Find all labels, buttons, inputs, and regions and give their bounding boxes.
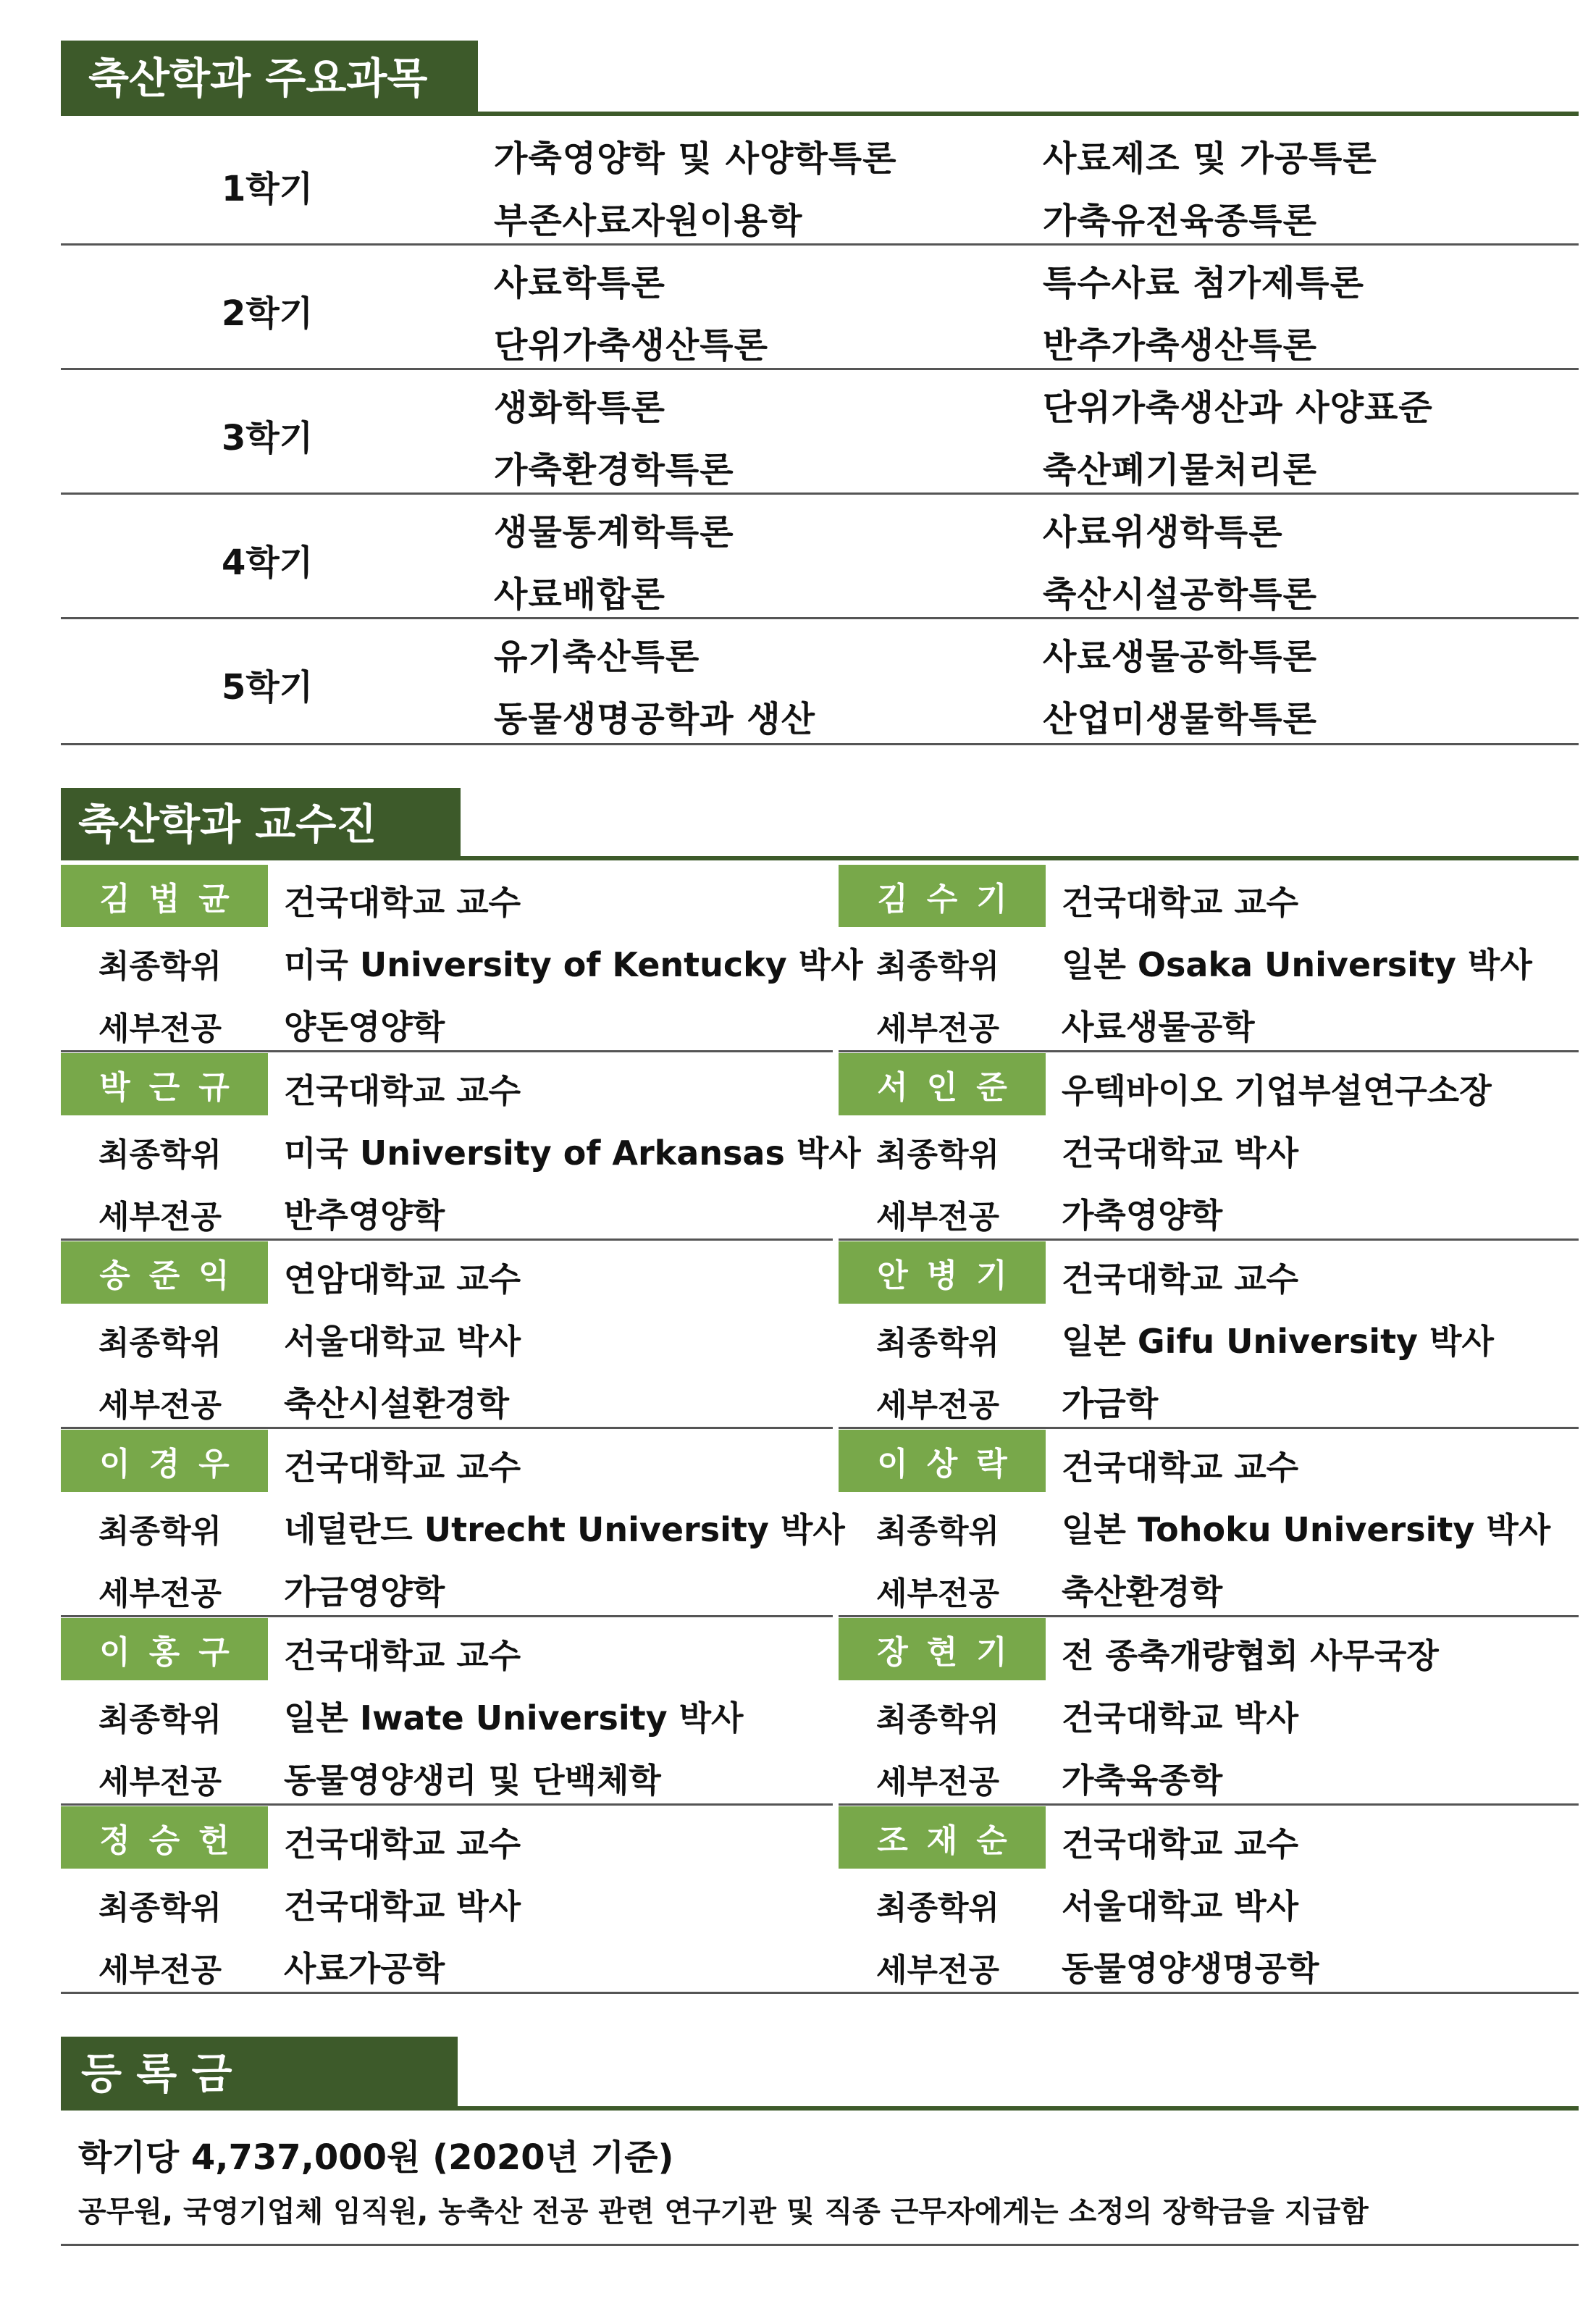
faculty-degree: 서울대학교 박사 — [284, 1322, 521, 1361]
major-label: 세부전공 — [876, 1387, 1000, 1424]
faculty-major: 동물영양생명공학 — [1062, 1949, 1319, 1988]
major-label: 세부전공 — [876, 1199, 1000, 1236]
course-item: 생물통계학특론 — [494, 512, 734, 553]
degree-label: 최종학위 — [876, 1136, 1000, 1173]
course-item: 가축영양학 및 사양학특론 — [494, 138, 897, 179]
faculty-position: 건국대학교 교수 — [284, 1448, 521, 1487]
faculty-degree: 미국 University of Arkansas 박사 — [284, 1133, 861, 1173]
semester-divider — [61, 493, 1579, 495]
faculty-major: 양돈영양학 — [284, 1007, 445, 1047]
faculty-name: 장현기 — [839, 1618, 1046, 1680]
course-item: 유기축산특론 — [494, 637, 700, 677]
course-item: 축산폐기물처리론 — [1043, 450, 1317, 490]
faculty-divider — [839, 1803, 1579, 1806]
faculty-divider — [61, 1050, 833, 1052]
faculty-name: 박근규 — [61, 1053, 268, 1115]
faculty-name: 이경우 — [61, 1430, 268, 1492]
semester-label: 3학기 — [222, 418, 314, 458]
faculty-section-rule — [61, 856, 1579, 860]
major-label: 세부전공 — [876, 1575, 1000, 1612]
faculty-divider — [61, 1427, 833, 1429]
course-item: 사료제조 및 가공특론 — [1043, 138, 1377, 179]
faculty-position: 건국대학교 교수 — [1062, 1260, 1299, 1299]
course-item: 생화학특론 — [494, 387, 665, 428]
faculty-divider — [61, 1615, 833, 1617]
faculty-name: 김수기 — [839, 865, 1046, 927]
faculty-major: 가축육종학 — [1062, 1761, 1223, 1800]
faculty-name: 김법균 — [61, 865, 268, 927]
faculty-major: 가금학 — [1062, 1384, 1159, 1423]
tuition-section-title: 등 록 금 — [61, 2037, 458, 2111]
faculty-divider — [839, 1615, 1579, 1617]
major-label: 세부전공 — [876, 1010, 1000, 1047]
major-label: 세부전공 — [98, 1575, 222, 1612]
faculty-position: 건국대학교 교수 — [1062, 883, 1299, 922]
faculty-name: 송준익 — [61, 1241, 268, 1304]
major-label: 세부전공 — [876, 1764, 1000, 1801]
faculty-major: 축산환경학 — [1062, 1572, 1223, 1611]
faculty-major: 사료가공학 — [284, 1949, 445, 1988]
faculty-name: 서인준 — [839, 1053, 1046, 1115]
semester-label: 1학기 — [222, 169, 314, 209]
major-label: 세부전공 — [98, 1010, 222, 1047]
degree-label: 최종학위 — [98, 1513, 222, 1550]
major-label: 세부전공 — [98, 1199, 222, 1236]
faculty-position: 건국대학교 교수 — [284, 1824, 521, 1864]
faculty-position: 건국대학교 교수 — [1062, 1448, 1299, 1487]
faculty-degree: 건국대학교 박사 — [1062, 1698, 1299, 1738]
faculty-degree: 일본 Tohoku University 박사 — [1062, 1510, 1551, 1549]
faculty-degree: 서울대학교 박사 — [1062, 1887, 1299, 1926]
course-item: 산업미생물학특론 — [1043, 699, 1317, 739]
degree-label: 최종학위 — [876, 1325, 1000, 1362]
degree-label: 최종학위 — [876, 1890, 1000, 1927]
faculty-degree: 건국대학교 박사 — [1062, 1133, 1299, 1173]
faculty-position: 건국대학교 교수 — [284, 883, 521, 922]
course-item: 가축유전육종특론 — [1043, 201, 1317, 241]
faculty-major: 사료생물공학 — [1062, 1007, 1255, 1047]
course-item: 부존사료자원이용학 — [494, 201, 803, 241]
course-item: 동물생명공학과 생산 — [494, 699, 816, 739]
courses-section-title: 축산학과 주요과목 — [61, 41, 478, 116]
course-item: 단위가축생산특론 — [494, 325, 768, 366]
semester-label: 2학기 — [222, 293, 314, 334]
degree-label: 최종학위 — [876, 948, 1000, 985]
degree-label: 최종학위 — [98, 1325, 222, 1362]
faculty-major: 가축영양학 — [1062, 1196, 1223, 1235]
major-label: 세부전공 — [98, 1952, 222, 1989]
semester-divider — [61, 617, 1579, 619]
faculty-position: 연암대학교 교수 — [284, 1260, 521, 1299]
course-item: 단위가축생산과 사양표준 — [1043, 387, 1433, 428]
faculty-divider — [61, 1803, 833, 1806]
course-item: 특수사료 첨가제특론 — [1043, 263, 1365, 303]
faculty-major: 축산시설환경학 — [284, 1384, 510, 1423]
faculty-name: 조재순 — [839, 1806, 1046, 1869]
faculty-degree: 네덜란드 Utrecht University 박사 — [284, 1510, 845, 1549]
course-item: 반추가축생산특론 — [1043, 325, 1317, 366]
course-item: 가축환경학특론 — [494, 450, 734, 490]
faculty-degree: 일본 Osaka University 박사 — [1062, 945, 1532, 984]
degree-label: 최종학위 — [876, 1701, 1000, 1738]
faculty-position: 건국대학교 교수 — [284, 1636, 521, 1675]
faculty-position: 전 종축개량협회 사무국장 — [1062, 1636, 1439, 1675]
degree-label: 최종학위 — [98, 1136, 222, 1173]
course-item: 사료위생학특론 — [1043, 512, 1283, 553]
tuition-amount: 학기당 4,737,000원 (2020년 기준) — [78, 2137, 674, 2178]
faculty-degree: 건국대학교 박사 — [284, 1887, 521, 1926]
faculty-major: 반추영양학 — [284, 1196, 445, 1235]
course-item: 사료학특론 — [494, 263, 665, 303]
faculty-position: 우텍바이오 기업부설연구소장 — [1062, 1071, 1492, 1110]
faculty-divider — [61, 1238, 833, 1241]
courses-section-rule — [61, 112, 1579, 116]
degree-label: 최종학위 — [98, 1701, 222, 1738]
course-item: 축산시설공학특론 — [1043, 574, 1317, 615]
faculty-name: 이홍구 — [61, 1618, 268, 1680]
faculty-position: 건국대학교 교수 — [1062, 1824, 1299, 1864]
faculty-name: 정승헌 — [61, 1806, 268, 1869]
major-label: 세부전공 — [98, 1387, 222, 1424]
degree-label: 최종학위 — [98, 948, 222, 985]
faculty-position: 건국대학교 교수 — [284, 1071, 521, 1110]
major-label: 세부전공 — [98, 1764, 222, 1801]
faculty-divider — [839, 1427, 1579, 1429]
semester-divider — [61, 243, 1579, 246]
degree-label: 최종학위 — [98, 1890, 222, 1927]
faculty-divider — [839, 1050, 1579, 1052]
faculty-divider — [839, 1238, 1579, 1241]
course-item: 사료배합론 — [494, 574, 665, 615]
tuition-section-rule — [61, 2106, 1579, 2111]
faculty-name: 이상락 — [839, 1430, 1046, 1492]
major-label: 세부전공 — [876, 1952, 1000, 1989]
faculty-bottom-rule — [61, 1992, 1579, 1994]
faculty-name: 안병기 — [839, 1241, 1046, 1304]
semester-divider — [61, 368, 1579, 370]
course-item: 사료생물공학특론 — [1043, 637, 1317, 677]
faculty-degree: 일본 Iwate University 박사 — [284, 1698, 744, 1738]
faculty-degree: 일본 Gifu University 박사 — [1062, 1322, 1494, 1361]
faculty-major: 동물영양생리 및 단백체학 — [284, 1761, 661, 1800]
faculty-section-title: 축산학과 교수진 — [61, 788, 461, 860]
faculty-degree: 미국 University of Kentucky 박사 — [284, 945, 863, 984]
semester-label: 5학기 — [222, 667, 314, 708]
semester-label: 4학기 — [222, 542, 314, 583]
faculty-major: 가금영양학 — [284, 1572, 445, 1611]
tuition-bottom-rule — [61, 2244, 1579, 2246]
degree-label: 최종학위 — [876, 1513, 1000, 1550]
courses-bottom-rule — [61, 743, 1579, 745]
scholarship-note: 공무원, 국영기업체 임직원, 농축산 전공 관련 연구기관 및 직종 근무자에게는 소정의 장학금을 지급함 — [78, 2195, 1369, 2229]
